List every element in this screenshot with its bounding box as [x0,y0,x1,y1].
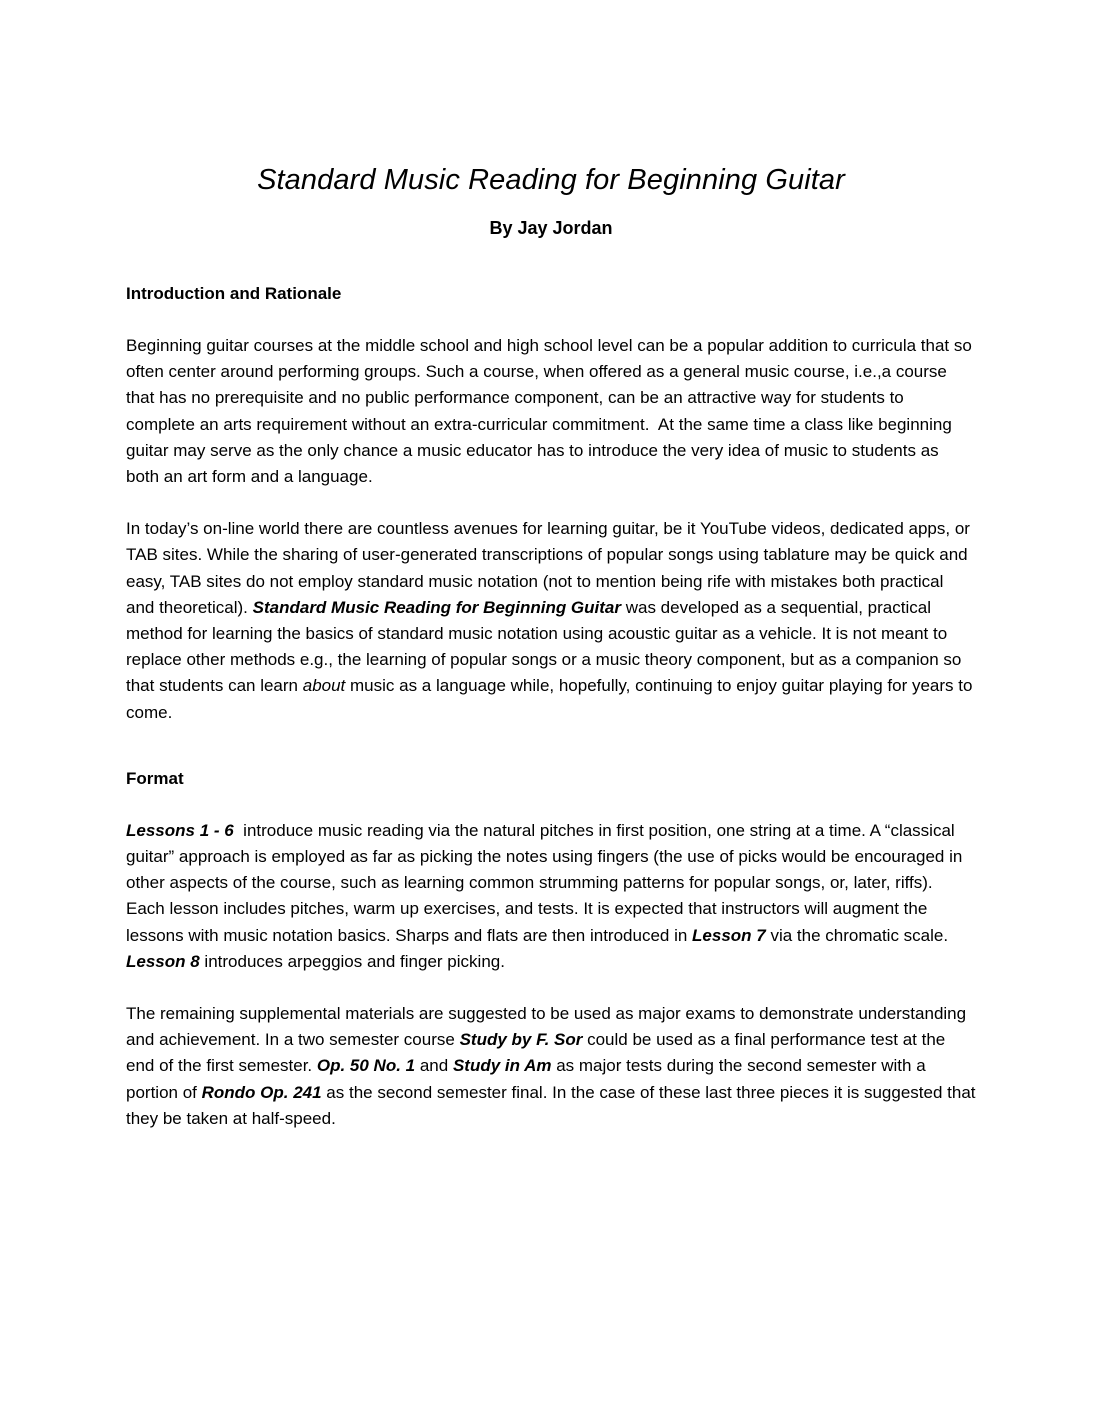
emphasis-text: Lessons 1 - 6 [126,820,234,840]
paragraph-format-1: Lessons 1 - 6 introduce music reading via the natural pitches in first position, one string at a time. A “classical guitar” approach is employed as far as picking the notes using fingers (the use of picks would be encouraged in other aspects of the course, such as learning common strumming patterns for popular songs, or, later, riffs). Each lesson includes pitches, warm up exercises, and tests. It is expected that instructors will augment the lessons with music notation basics. Sharps and flats are then introduced in Lesson 7 via the chromatic scale. Lesson 8 introduces arpeggios and finger picking. [126,820,968,971]
paragraph-intro-2: In today’s on-line world there are countless avenues for learning guitar, be it YouTube videos, dedicated apps, or TAB sites. While the sharing of user-generated transcriptions of popular songs using tablature may be quick and easy, TAB sites do not employ standard music notation (not to mention being rife with mistakes both practical and theoretical). Standard Music Reading for Beginning Guitar was developed as a sequential, practical method for learning the basics of standard music notation using acoustic guitar as a vehicle. It is not meant to replace other methods e.g., the learning of popular songs or a music theory component, but as a companion so that students can learn about music as a language while, hopefully, continuing to enjoy guitar playing for years to come. [126,519,978,722]
emphasis-text: Rondo Op. 241 [201,1082,322,1102]
emphasis-text: about [302,676,346,696]
emphasis-text: Study in Am [452,1056,552,1076]
paragraph-intro-1: Beginning guitar courses at the middle school and high school level can be a popular addition to curricula that so often center around performing groups. Such a course, when offered as a general music course, i.e.,a course that has no prerequisite and no public performance component, can be an attractive way for students to complete an arts requirement without an extra-curricular commitment. At the same time a class like beginning guitar may serve as the only chance a music educator has to introduce the very idea of music to students as both an art form and a language. [126,336,977,487]
section-heading-format: Format [126,768,184,788]
page-title: Standard Music Reading for Beginning Guitar [257,164,845,196]
emphasis-text: Study by F. Sor [459,1030,583,1050]
author-byline: By Jay Jordan [489,218,613,238]
emphasis-text: Op. 50 No. 1 [316,1056,416,1076]
document-body [126,0,981,1132]
paragraph-format-2: The remaining supplemental materials are suggested to be used as major exams to demonstrate understanding and achievement. In a two semester course Study by F. Sor could be used as a final performance test at the end of the first semester. Op. 50 No. 1 and Study in Am as major tests during the second semester with a portion of Rondo Op. 241 as the second semester final. In the case of these last three pieces it is suggested that they be taken at half-speed. [126,1004,981,1128]
emphasis-text: Lesson 7 [692,925,766,945]
emphasis-text: Standard Music Reading for Beginning Guitar [252,597,621,617]
emphasis-text: Lesson 8 [126,951,200,971]
section-heading-introduction-and-rationale: Introduction and Rationale [126,284,342,303]
